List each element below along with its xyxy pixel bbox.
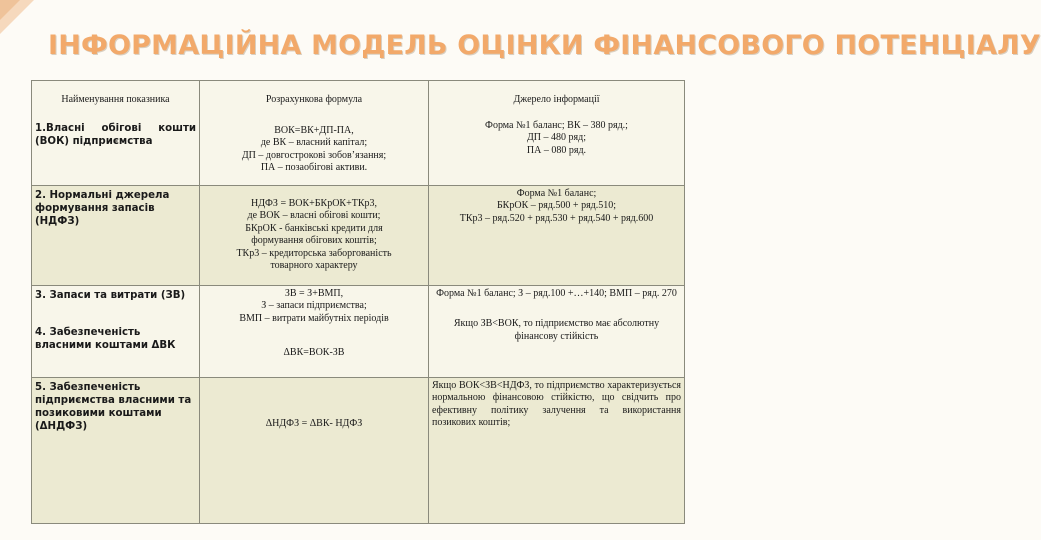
table-cell xyxy=(429,286,685,378)
source-text: Якщо ВОК<ЗВ<НДФЗ, то підприємство характеризується нормальною фінансовою стійкістю, що свідчить про ефективну політику залучення та використання позикових коштів; xyxy=(432,380,681,429)
column-header-source: Джерело інформації xyxy=(513,94,600,105)
table-cell xyxy=(32,186,200,286)
table-cell xyxy=(200,81,429,186)
table-row xyxy=(32,186,685,286)
table-row xyxy=(32,81,685,186)
indicator-label: 3. Запаси та витрати (ЗВ) xyxy=(35,290,186,301)
formula-text: НДФЗ = ВОК+БКрОК+ТКр3, де ВОК – власні обігові кошти; БКрОК - банківські кредити для формування обігових коштів; ТКр3 – кредиторська заборгованість товарного характеру xyxy=(236,198,392,272)
formula-text: ΔНДФЗ = ΔВК- НДФЗ xyxy=(265,418,363,429)
formula-text: ΔВК=ВОК-ЗВ xyxy=(283,347,345,359)
formula-text: ВОК=ВК+ДП-ПА, де ВК – власний капітал; ДП – довгострокові зобов’язання; ПА – позаобігові активи. xyxy=(241,125,387,174)
column-header-formula: Розрахункова формула xyxy=(265,94,363,105)
source-text: Якщо ЗВ<ВОК, то підприємство має абсолютну фінансову стійкість xyxy=(453,318,660,342)
financial-model-table xyxy=(31,80,685,524)
formula-text: ЗВ = З+ВМП, З – запаси підприємства; ВМП – витрати майбутніх періодів xyxy=(239,288,389,324)
source-text: Форма №1 баланс; БКрОК – ряд.500 + ряд.510; ТКр3 – ряд.520 + ряд.530 + ряд.540 + ряд.600 xyxy=(459,188,654,224)
source-text: Форма №1 баланс; ВК – 380 ряд.; ДП – 480 ряд; ПА – 080 ряд. xyxy=(485,120,628,156)
indicator-label: 2. Нормальні джерела формування запасів (НДФЗ) xyxy=(35,190,170,227)
table-cell xyxy=(429,378,685,524)
table-cell xyxy=(200,186,429,286)
table-cell xyxy=(200,378,429,524)
table-row xyxy=(32,378,685,524)
table-cell xyxy=(32,378,200,524)
corner-decoration xyxy=(0,0,34,34)
table-row xyxy=(32,286,685,378)
table-cell xyxy=(200,286,429,378)
indicator-label: 4. Забезпеченість власними коштами ΔВК xyxy=(35,327,176,351)
table-cell xyxy=(429,81,685,186)
indicator-label: 5. Забезпеченість підприємства власними та позиковими коштами (ΔНДФЗ) xyxy=(35,382,192,432)
column-header-indicator: Найменування показника xyxy=(61,94,170,105)
indicator-label: 1.Власні обігові кошти (ВОК) підприємства xyxy=(35,123,196,147)
source-text: Форма №1 баланс; З – ряд.100 +…+140; ВМП – ряд. 270 xyxy=(436,288,677,299)
table-cell xyxy=(32,81,200,186)
table-cell xyxy=(429,186,685,286)
table-cell xyxy=(32,286,200,378)
page-title: ІНФОРМАЦІЙНА МОДЕЛЬ ОЦІНКИ ФІНАНСОВОГО ПОТЕНЦІАЛУ xyxy=(48,30,1041,61)
